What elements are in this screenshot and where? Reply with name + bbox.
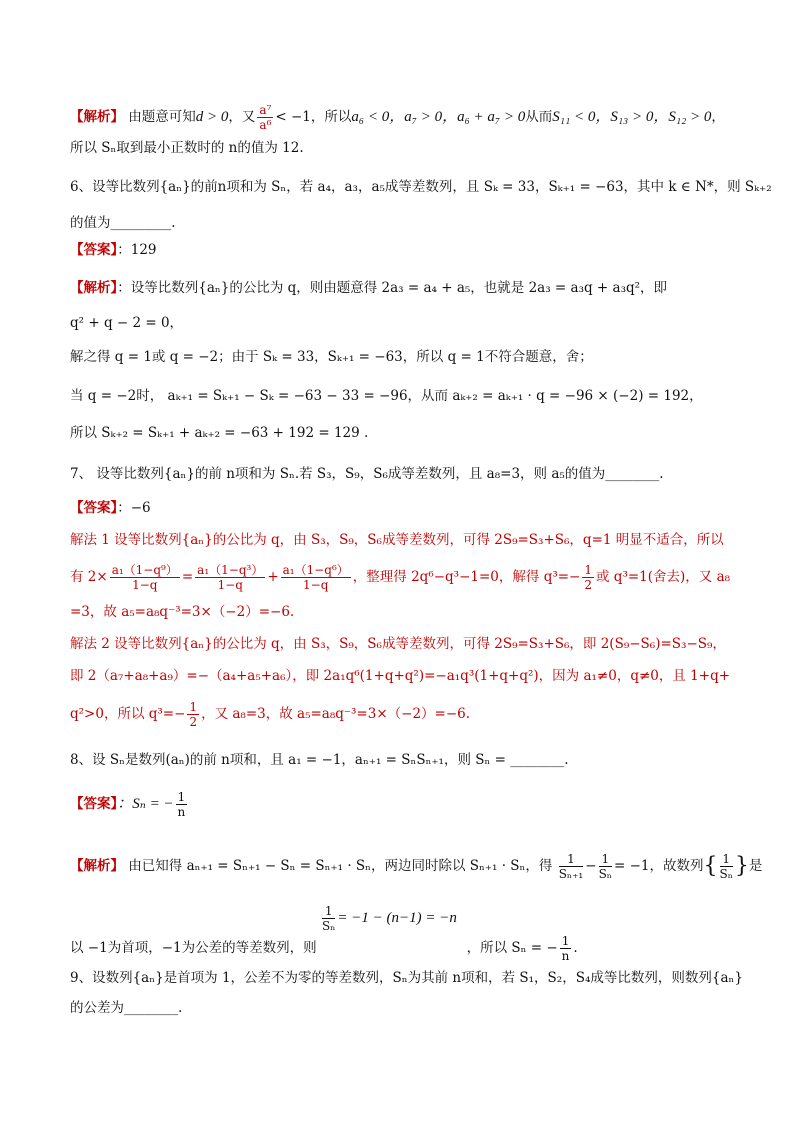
q7-method1-line2: 有 2× $\frac{\text{a₁（1−q⁹）}}{1-q}$ = $\frac{\text{a₁（1−q³）}}{1-q}$ + $\frac{\text{a₁（1−q⁶）}}{1-q}$ ，整理得 2q⁶−q³−1=0，解得 q³=− $\frac{1}{2}$ 或 q³=1(舍去)，又 a₈ [70,563,731,592]
q9-stem-line2: 的公差为________. [70,1000,183,1016]
q7-method1-line1: 解法 1 设等比数列{aₙ}的公比为 q，由 S₃，S₉，S₆成等差数列，可得 2S₉=S₃+S₆，q=1 明显不适合，所以 [70,532,724,548]
q7-stem: 7、 设等比数列{aₙ}的前 n项和为 Sₙ.若 S₃，S₉，S₆成等差数列，且 a₈=3，则 a₅的值为________. [70,466,664,482]
q8-solution-line1: 【解析】 由已知得 aₙ₊₁ = Sₙ₊₁ − Sₙ = Sₙ₊₁ · Sₙ，两边同时除以 Sₙ₊₁ · Sₙ，得 $\frac{1}{\text{Sₙ₊₁}}$ − $\frac{1}{\text{Sₙ}}$ = −1，故数列{ $\frac{1}{\text{Sₙ}}$ }是 [70,852,763,881]
q7-answer: 【答案】：−6 [70,500,151,516]
q7-method2-line2: 即 2（a₇+a₈+a₉）=−（a₄+a₅+a₆），即 2a₁q⁶(1+q+q²)=−a₁q³(1+q+q²)，因为 a₁≠0，q≠0，且 1+q+ [70,668,731,684]
q6-solution-line1: 【解析】：设等比数列{aₙ}的公比为 q，则由题意得 2a₃ = a₄ + a₅，也就是 2a₃ = a₃q + a₃q²，即 [70,280,668,296]
q6-solution-line4: 当 q = −2时， aₖ₊₁ = Sₖ₊₁ − Sₖ = −63 − 33 = −96，从而 aₖ₊₂ = aₖ₊₁ · q = −96 × (−2) = 192， [70,388,703,404]
q7-method2-line3: q²>0，所以 q³=− $\frac{1}{2}$ ，又 a₈=3，故 a₅=a₈q⁻³=3×（−2）=−6. [70,700,471,729]
q6-solution-line3: 解之得 q = 1或 q = −2；由于 Sₖ = 33，Sₖ₊₁ = −63，所以 q = 1不符合题意，舍； [70,349,593,365]
q9-stem-line1: 9、设数列{aₙ}是首项为 1，公差不为零的等差数列，Sₙ为其前 n项和，若 S₁，S₂，S₄成等比数列，则数列{aₙ} [70,970,743,986]
q6-stem-line1: 6、设等比数列{aₙ}的前n项和为 Sₙ，若 a₄，a₃，a₅成等差数列，且 Sₖ = 33，Sₖ₊₁ = −63，其中 k ∈ N*，则 Sₖ₊₂ [70,179,772,195]
fraction: $\frac{\text{a⁷}}{\text{a⁶}}$ [259,103,272,132]
q6-solution-line2: q² + q − 2 = 0， [70,315,184,331]
q8-answer: 【答案】：Sₙ = − $\frac{1}{n}$ [70,790,186,819]
analysis-tag: 【解析】 [70,109,124,125]
q6-stem-line2: 的值为_________. [70,215,176,231]
q8-stem: 8、设 Sₙ是数列(aₙ)的前 n项和，且 a₁ = −1，aₙ₊₁ = SₙSₙ₊₁，则 Sₙ = ________. [70,752,569,768]
q7-method2-line1: 解法 2 设等比数列{aₙ}的公比为 q，由 S₃，S₉，S₆成等差数列，可得 2S₉=S₃+S₆，即 2(S₉−S₆)=S₃−S₉， [70,636,726,652]
q6-answer: 【答案】：129 [70,242,157,258]
q7-method1-line3: =3，故 a₅=a₈q⁻³=3×（−2）=−6. [70,604,295,620]
q6-solution-line5: 所以 Sₖ₊₂ = Sₖ₊₁ + aₖ₊₂ = −63 + 192 = 129 . [70,425,369,441]
p5-solution-line2: 所以 Sₙ取到最小正数时的 n的值为 12. [70,140,304,156]
p5-solution-line1: 【解析】 由题意可知d > 0，又 $\frac{\text{a⁷}}{\text{a⁶}}$ < −1，所以a₆ < 0，a₇ > 0，a₆ + a₇ > 0从而S₁₁ < 0，S₁₃ > 0，S₁₂ > 0， [70,103,725,132]
q8-solution-line3: 以 −1为首项，−1为公差的等差数列，则 ，所以 Sₙ = − $\frac{1}{n}$ . [70,934,578,963]
q8-solution-line2: $\frac{1}{\text{Sₙ}}$ = −1 − (n−1) = −n [322,904,457,933]
